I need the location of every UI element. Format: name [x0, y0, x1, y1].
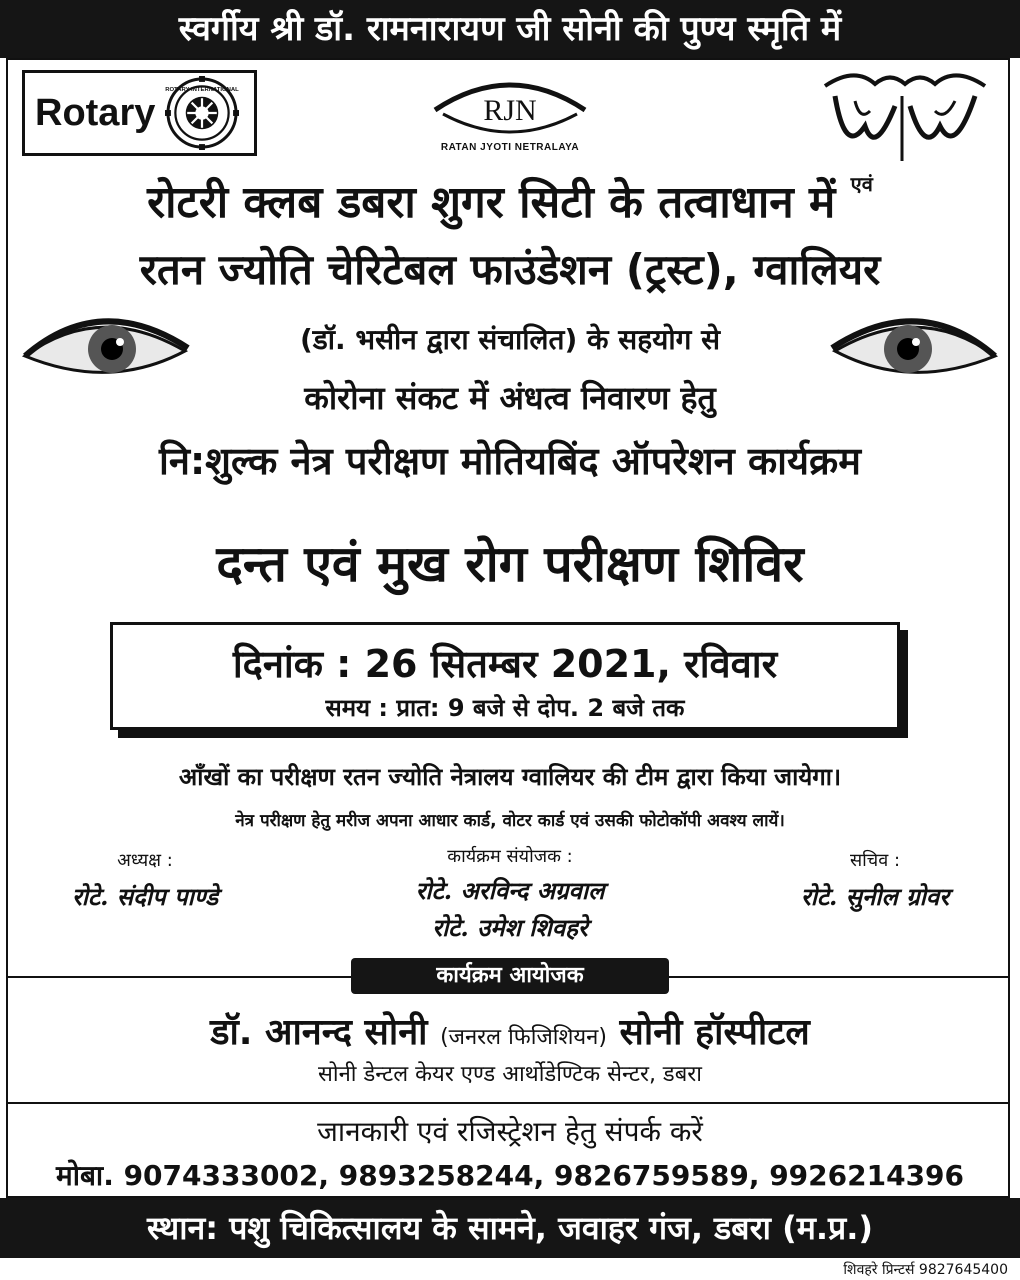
- organizer-clinic: सोनी डेन्टल केयर एण्ड आर्थोडेण्टिक सेन्टर, डबरा: [318, 1062, 702, 1087]
- rjn-logo: [425, 70, 595, 165]
- rotary-logo: [22, 70, 257, 156]
- contact-phones: मोबा. 9074333002, 9893258244, 9826759589, 9926214396: [55, 1159, 965, 1192]
- event-time: समय : प्रात: 9 बजे से दोप. 2 बजे तक: [325, 694, 685, 722]
- contact-heading: जानकारी एवं रजिस्ट्रेशन हेतु संपर्क करें: [317, 1115, 703, 1148]
- headline-line-1-suffix: एवं: [850, 172, 873, 196]
- headline-line-1: [0, 170, 1020, 230]
- president-block: [20, 848, 270, 913]
- venue-text: स्थान: पशु चिकित्सालय के सामने, जवाहर गंज, डबरा (म.प्र.): [146, 1209, 873, 1247]
- note-team: आँखों का परीक्षण रतन ज्योति नेत्रालय ग्वालियर की टीम द्वारा किया जायेगा।: [178, 763, 842, 791]
- headline-line-2: रतन ज्योति चेरिटेबल फाउंडेशन (ट्रस्ट), ग्वालियर: [139, 245, 881, 294]
- rotary-wordmark: Rotary: [35, 91, 156, 134]
- venue-banner: [0, 1198, 1020, 1258]
- rjn-name: RATAN JYOTI NETRALAYA: [440, 142, 580, 153]
- event-date: दिनांक : 26 सितम्बर 2021, रविवार: [232, 642, 778, 686]
- rjn-monogram: RJN: [483, 94, 537, 127]
- organizer-hospital: सोनी हॉस्पीटल: [619, 1012, 810, 1053]
- headline-line-4: कोरोना संकट में अंधत्व निवारण हेतु: [304, 379, 716, 417]
- memorial-text: स्वर्गीय श्री डॉ. रामनारायण जी सोनी की पुण्य स्मृति में: [178, 9, 842, 49]
- coordinator-name-1: रोटे. अरविन्द अग्रवाल: [415, 876, 605, 905]
- organizer-label: कार्यक्रम आयोजक: [351, 958, 669, 994]
- president-name: रोटे. संदीप पाण्डे: [71, 882, 219, 911]
- rotary-wheel-icon: [165, 76, 239, 150]
- note-documents: नेत्र परीक्षण हेतु मरीज अपना आधार कार्ड, वोटर कार्ड एवं उसकी फोटोकॉपी अवश्य लायें।: [235, 811, 785, 831]
- coordinator-name-2: रोटे. उमेश शिवहरे: [432, 913, 588, 942]
- rotary-ring-text: ROTARY INTERNATIONAL: [165, 86, 240, 93]
- printer-credit: शिवहरे प्रिन्टर्स 9827645400: [843, 1262, 1008, 1278]
- secretary-block: [750, 848, 1000, 913]
- coordinator-block: [330, 844, 690, 944]
- organizer-doctor: डॉ. आनन्द सोनी: [210, 1012, 428, 1053]
- coordinator-role: कार्यक्रम संयोजक :: [447, 846, 573, 867]
- headline-line-6: दन्त एवं मुख रोग परीक्षण शिविर: [216, 535, 804, 593]
- headline-line-5: नि:शुल्क नेत्र परीक्षण मोतियबिंद ऑपरेशन कार्यक्रम: [159, 439, 861, 483]
- secretary-role: सचिव :: [849, 850, 901, 871]
- organizer-specialty: (जनरल फिजिशियन): [440, 1025, 607, 1050]
- teeth-icon: [815, 66, 995, 166]
- president-role: अध्यक्ष :: [117, 850, 173, 871]
- memorial-banner: [0, 0, 1020, 58]
- event-date-box: [110, 622, 900, 730]
- headline-line-3: (डॉ. भसीन द्वारा संचालित) के सहयोग से: [299, 323, 721, 356]
- headline-line-1-text: रोटरी क्लब डबरा शुगर सिटी के तत्वाधान में: [147, 177, 836, 228]
- divider-contact: [6, 1102, 1010, 1104]
- secretary-name: रोटे. सुनील ग्रोवर: [800, 882, 950, 911]
- organizer-line: [0, 1006, 1020, 1055]
- rjn-eye-icon: [425, 70, 595, 142]
